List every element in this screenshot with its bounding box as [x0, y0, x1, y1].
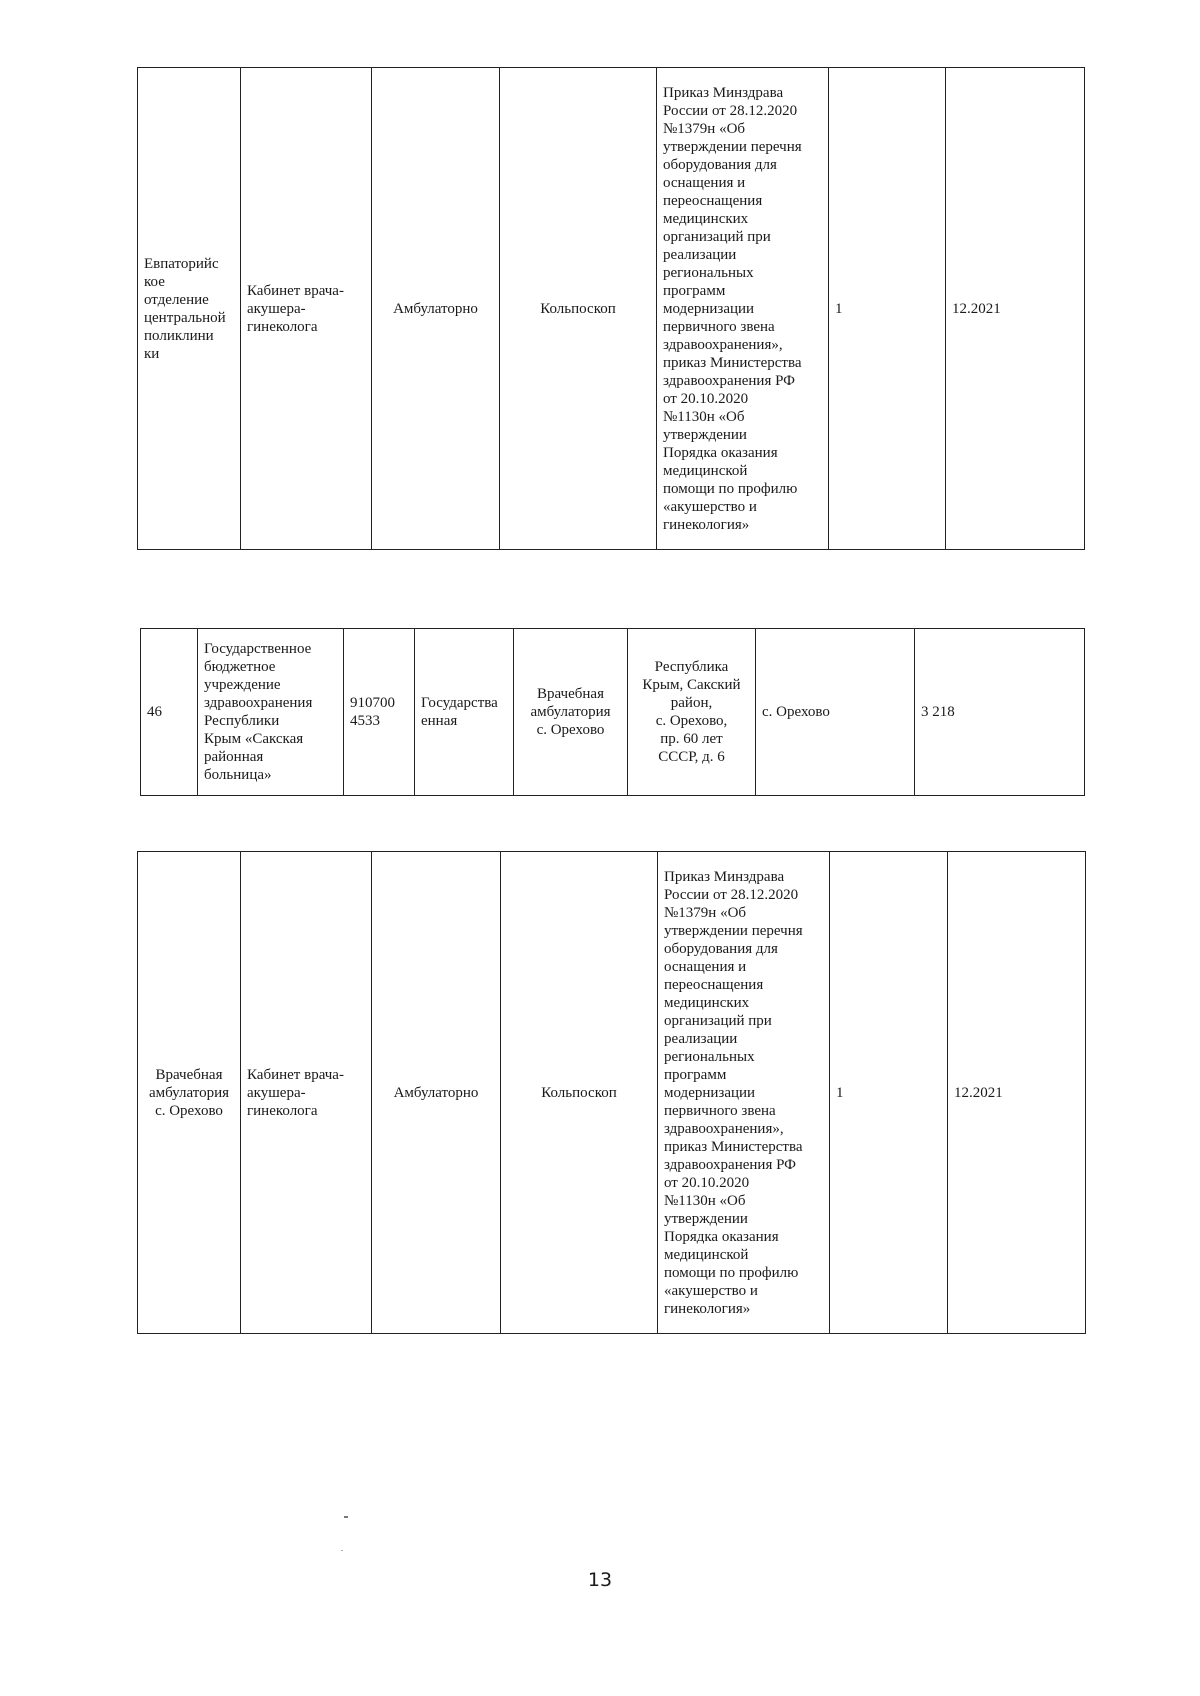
department-cell: Врачебная амбулатория с. Орехово — [138, 852, 241, 1334]
page-number: 13 — [587, 1569, 613, 1591]
quantity-cell: 1 — [829, 68, 946, 550]
quantity-cell: 1 — [830, 852, 948, 1334]
table-row — [138, 68, 1085, 550]
facility-cell: Врачебная амбулатория с. Орехово — [514, 629, 628, 796]
equipment-table-evpatoria — [137, 67, 1085, 550]
scan-speck — [341, 1550, 343, 1551]
care-form-cell: Амбулаторно — [372, 68, 500, 550]
population-cell: 3 218 — [915, 629, 1085, 796]
legal-basis-cell: Приказ Минздрава России от 28.12.2020 №1379н «Об утверждении перечня оборудования для оснащения и переоснащения медицинских организаций при реализации региональных программ модернизации первичного звена здравоохранения», приказ Министерства здравоохранения РФ от 20.10.2020 №1130н «Об утверждении Порядка оказания медицинской помощи по профилю «акушерство и гинекология» — [658, 852, 830, 1334]
legal-basis-cell: Приказ Минздрава России от 28.12.2020 №1379н «Об утверждении перечня оборудования для оснащения и переоснащения медицинских организаций при реализации региональных программ модернизации первичного звена здравоохранения», приказ Министерства здравоохранения РФ от 20.10.2020 №1130н «Об утверждении Порядка оказания медицинской помощи по профилю «акушерство и гинекология» — [657, 68, 829, 550]
table-row — [138, 852, 1086, 1334]
ownership-cell: Государства енная — [415, 629, 514, 796]
scan-speck — [344, 1516, 348, 1518]
equipment-cell: Кольпоскоп — [500, 68, 657, 550]
department-cell: Евпаторийс кое отделение центральной поликлини ки — [138, 68, 241, 550]
date-cell: 12.2021 — [946, 68, 1085, 550]
equipment-table-orekhovo — [137, 851, 1086, 1334]
care-form-cell: Амбулаторно — [372, 852, 501, 1334]
date-cell: 12.2021 — [948, 852, 1086, 1334]
equipment-cell: Кольпоскоп — [501, 852, 658, 1334]
organization-cell: Государственное бюджетное учреждение здравоохранения Республики Крым «Сакская районная больница» — [198, 629, 344, 796]
room-cell: Кабинет врача- акушера- гинеколога — [241, 68, 372, 550]
address-cell: Республика Крым, Сакский район, с. Орехово, пр. 60 лет СССР, д. 6 — [628, 629, 756, 796]
inn-cell: 910700 4533 — [344, 629, 415, 796]
room-cell: Кабинет врача- акушера- гинеколога — [241, 852, 372, 1334]
locality-cell: с. Орехово — [756, 629, 915, 796]
organization-table — [140, 628, 1085, 796]
table-row — [141, 629, 1085, 796]
row-number-cell: 46 — [141, 629, 198, 796]
